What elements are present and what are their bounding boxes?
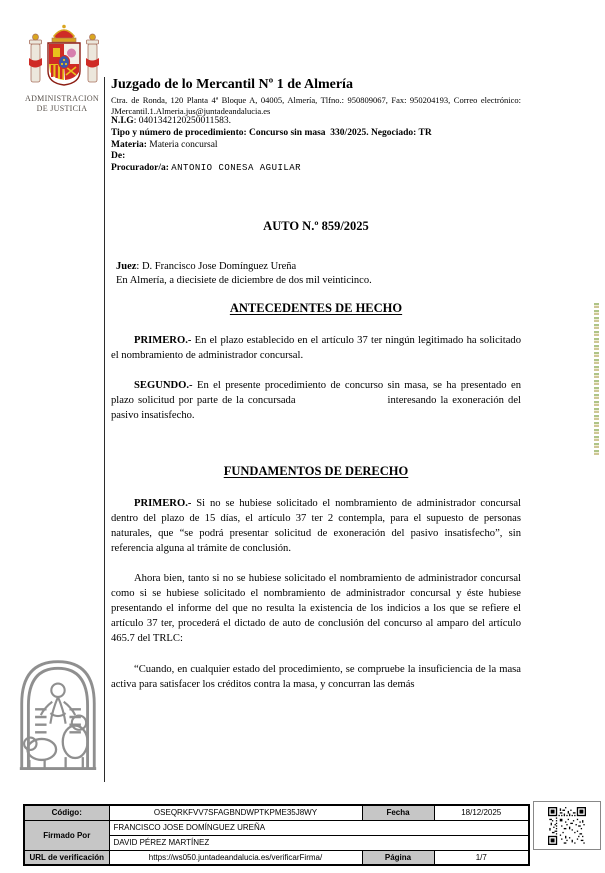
fundamentos-paragraph-2 — [111, 571, 521, 646]
paragraph-lead: SEGUNDO.- — [134, 379, 193, 391]
fecha-label-cell: Fecha — [362, 805, 434, 820]
paragraph-text: interesando la exoneración del pasivo insatisfecho. — [111, 394, 521, 421]
url-label-cell: URL de verificación — [24, 850, 109, 865]
table-row — [24, 850, 529, 865]
de-line: De: — [111, 151, 126, 162]
fundamentos-paragraph-1 — [111, 496, 521, 556]
document-body — [111, 76, 521, 692]
procedure-type-line: Tipo y número de procedimiento: Concurso sin masa 330/2025. Negociado: TR — [111, 127, 432, 138]
court-name: Juzgado de lo Mercantil Nº 1 de Almería — [111, 77, 353, 92]
table-row — [24, 820, 529, 835]
pagina-label-cell: Página — [362, 850, 434, 865]
fecha-value-cell: 18/12/2025 — [434, 805, 529, 820]
paragraph-text: Si no se hubiese solicitado el nombramiento de administrador concursal dentro del plazo de 15 días, el artículo 37 ter 2 contempla, para el supuesto de personas naturales, que “se podrá presentar solicitud de exoneración del pasivo insatisfecho”, sin referencia alguna al trámite de conclusión. — [111, 497, 521, 554]
administration-of-justice-label: ADMINISTRACION DE JUSTICIA — [25, 94, 99, 113]
url-value-cell: https://ws050.juntadeandalucia.es/verificarFirma/ — [109, 850, 362, 865]
judge-line — [116, 260, 521, 274]
nig-line — [111, 116, 521, 128]
materia-label: Materia: — [111, 139, 147, 150]
paragraph-text: “Cuando, en cualquier estado del procedimiento, se compruebe la insuficiencia de la masa activa para satisfacer los créditos contra la masa, y concurran las demás — [111, 663, 521, 690]
signer-1-cell: FRANCISCO JOSE DOMÍNGUEZ UREÑA — [109, 820, 529, 835]
procurador-value: ANTONIO CONESA AGUILAR — [171, 163, 302, 174]
procurador-line — [111, 163, 521, 175]
table-row — [24, 805, 529, 820]
qr-code-icon — [548, 807, 586, 845]
judge-name: : D. Francisco Jose Domínguez Ureña — [136, 260, 297, 272]
paragraph-text: En el presente procedimiento de concurso sin masa, se ha presentado en plazo solicitud por parte de la concursada — [111, 379, 521, 406]
antecedentes-paragraph-1 — [111, 333, 521, 363]
nig-value: : 0401342120250011583. — [133, 116, 231, 126]
materia-line — [111, 140, 521, 152]
paragraph-text: Ahora bien, tanto si no se hubiese solicitado el nombramiento de administrador concursal como si se hubiese solicitado el nombramiento de administrador concursal y éste hubiese presentando el informe del que no resulta la existencia de los indicios a los que se refiere el artículo 37 ter, procederá el dictado de auto de conclusión del concurso al amparo del artículo 465.7 del TRLC: — [111, 572, 521, 644]
materia-value: Materia concursal — [146, 139, 218, 150]
codigo-value-cell: OSEQRKFVV7SFAGBNDWPTKPME35J8WY — [109, 805, 362, 820]
paragraph-text: En el plazo establecido en el artículo 37 ter ningún legitimado ha solicitado el nombramiento de administrador concursal. — [111, 334, 521, 361]
court-address: Ctra. de Ronda, 120 Planta 4ª Bloque A, 04005, Almería, Tlfno.: 950809067, Fax: 950204193, Correo electrónico: JMercantil.1.Almeria.jus@juntadeandalucia.es — [111, 95, 521, 116]
qr-code-box — [533, 801, 601, 850]
margin-divider-line — [104, 77, 105, 782]
codigo-label-cell: Código: — [24, 805, 109, 820]
fundamentos-heading: FUNDAMENTOS DE DERECHO — [223, 463, 409, 478]
antecedentes-paragraph-2 — [111, 378, 521, 423]
paragraph-lead: PRIMERO.- — [134, 334, 192, 346]
signer-2-cell: DAVID PÉREZ MARTÍNEZ — [109, 835, 529, 850]
firmado-label-cell: Firmado Por — [24, 820, 109, 850]
paragraph-lead: PRIMERO.- — [134, 497, 192, 509]
antecedentes-heading: ANTECEDENTES DE HECHO — [229, 300, 403, 315]
fundamentos-paragraph-3-quote — [111, 662, 521, 692]
signature-verification-table — [23, 804, 530, 866]
nig-label: N.I.G — [111, 116, 134, 126]
procurador-label: Procurador/a: — [111, 163, 169, 174]
auto-number-title: AUTO N.º 859/2025 — [263, 218, 369, 233]
pagina-value-cell: 1/7 — [434, 850, 529, 865]
judge-label: Juez — [116, 260, 137, 272]
spain-coat-of-arms-icon — [28, 24, 100, 92]
junta-andalucia-emblem-icon — [16, 654, 100, 780]
side-verification-strip — [594, 303, 599, 457]
judge-block — [111, 260, 521, 288]
place-date-line: En Almería, a diecisiete de diciembre de dos mil veinticinco. — [116, 274, 372, 286]
